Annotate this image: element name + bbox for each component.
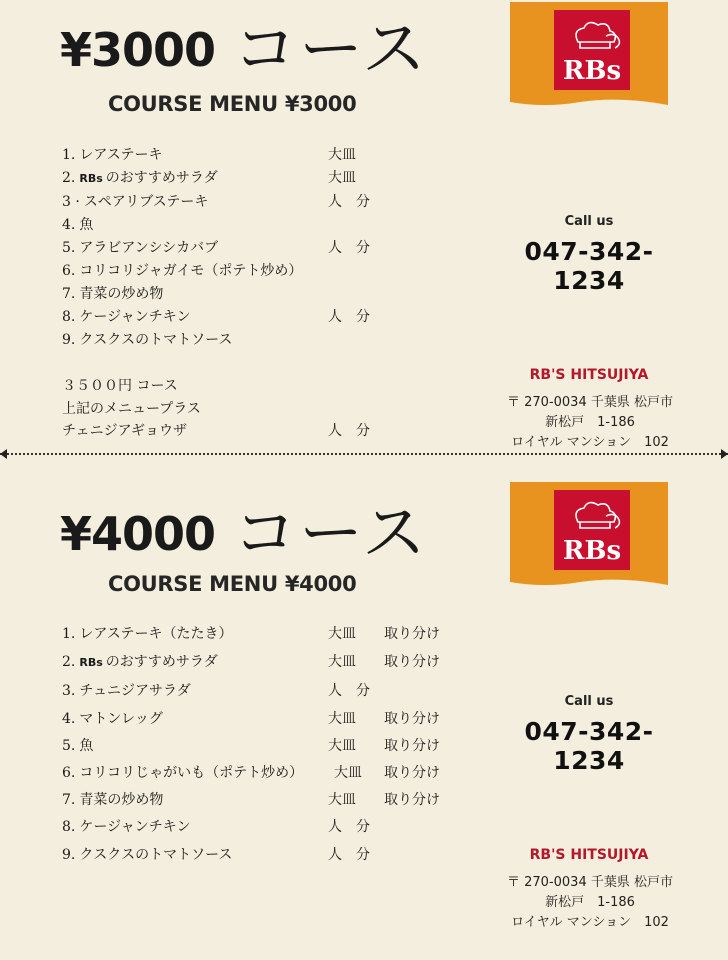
course-subtitle: COURSE MENU ¥4000 [108, 572, 357, 596]
menu-item: 4. 魚 [62, 217, 94, 233]
menu-item: 5. アラビアンシシカバブ 人 分 [62, 240, 370, 256]
menu-item: 9. クスクスのトマトソース [62, 332, 233, 348]
course-kana: コース [233, 13, 428, 87]
arrow-left-icon [0, 449, 7, 459]
shop-name: RB'S HITSUJIYA [529, 367, 649, 383]
call-us-label: Call us [564, 214, 614, 229]
brand-mark: RBs [79, 656, 103, 669]
logo-text: RBs [562, 56, 622, 86]
call-us-label: Call us [564, 694, 614, 709]
menu-item: 1. レアステーキ 大皿 [62, 147, 356, 163]
menu-item: 8. ケージャンチキン 人 分 [62, 819, 370, 835]
course-price: ¥3000 [60, 23, 216, 77]
course-title [60, 497, 428, 571]
address: 〒 270-0034 千葉県 松戸市 新松戸 1-186 ロイヤル マンション 102 [507, 875, 673, 930]
logo-text: RBs [562, 536, 622, 566]
address: 〒 270-0034 千葉県 松戸市 新松戸 1-186 ロイヤル マンション 102 [507, 395, 673, 450]
extra-course-item: チェニジアギョウザ 人 分 [62, 423, 370, 439]
brand-mark: RBs [79, 172, 103, 185]
arrow-right-icon [721, 449, 728, 459]
course-price: ¥4000 [60, 507, 216, 561]
menu-item: 7. 青菜の炒め物 大皿 取り分け [62, 792, 440, 808]
menu-item: 9. クスクスのトマトソース 人 分 [62, 847, 370, 863]
course-title [60, 13, 428, 87]
menu-item: 8. ケージャンチキン 人 分 [62, 309, 370, 325]
menu-item: 6. コリコリじゃがいも（ポテト炒め） 大皿 取り分け [62, 765, 440, 781]
rbs-logo [510, 2, 668, 112]
rbs-logo [510, 482, 668, 592]
extra-course-title: ３５００円 コース [62, 378, 178, 394]
menu-item: 1. レアステーキ（たたき） 大皿 取り分け [62, 626, 440, 642]
menu-item: 6. コリコリジャガイモ（ポテト炒め） [62, 263, 303, 279]
phone-number: 047-342-1234 [524, 717, 654, 775]
menu-item: 4. マトンレッグ 大皿 取り分け [62, 711, 440, 727]
menu-item: 2. RBs のおすすめサラダ 大皿 [62, 170, 356, 186]
phone-number: 047-342-1234 [524, 237, 654, 295]
course-card-4000 [0, 480, 728, 960]
course-kana: コース [233, 497, 428, 571]
course-subtitle: COURSE MENU ¥3000 [108, 92, 357, 116]
cut-line [0, 453, 728, 456]
shop-name: RB'S HITSUJIYA [529, 847, 649, 863]
menu-item: 7. 青菜の炒め物 [62, 286, 164, 302]
menu-item: 3. チュニジアサラダ 人 分 [62, 683, 370, 699]
menu-item: 5. 魚 大皿 取り分け [62, 738, 440, 754]
extra-course-note: 上記のメニュープラス [62, 401, 201, 417]
menu-item: 2. RBs のおすすめサラダ 大皿 取り分け [62, 654, 440, 670]
menu-item: 3 · スペアリブステーキ 人 分 [62, 194, 370, 210]
